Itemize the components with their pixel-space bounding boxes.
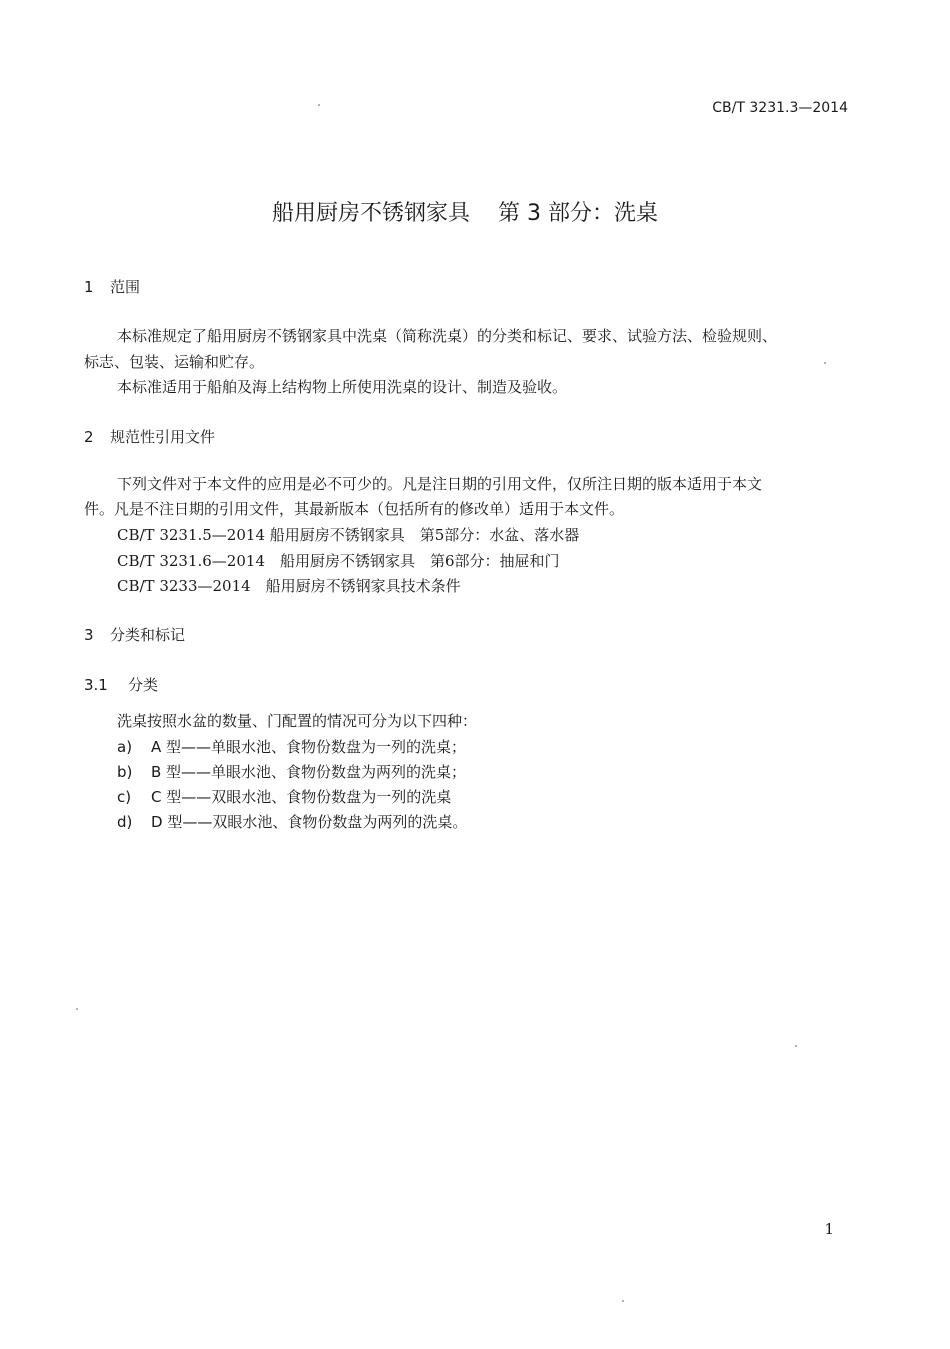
section-title: 分类和标记	[110, 626, 186, 644]
reference-item: CB/T 3231.6—2014 船用厨房不锈钢家具 第6部分：抽屉和门	[117, 552, 560, 570]
list-marker: d)	[117, 813, 133, 831]
list-text: D 型——双眼水池、食物份数盘为两列的洗桌。	[151, 813, 468, 831]
scope-paragraph-2: 本标准适用于船舶及海上结构物上所使用洗桌的设计、制造及验收。	[117, 378, 568, 396]
scan-speck	[622, 1300, 624, 1302]
section-title: 规范性引用文件	[110, 428, 216, 446]
scan-speck	[318, 104, 320, 106]
subsection-title: 分类	[128, 676, 159, 694]
list-item	[117, 786, 451, 807]
document-title	[0, 196, 930, 227]
reference-item: CB/T 3233—2014 船用厨房不锈钢家具技术条件	[117, 577, 461, 595]
list-text: B 型——单眼水池、食物份数盘为两列的洗桌；	[151, 763, 467, 781]
standard-number: CB/T 3231.3—2014	[712, 100, 848, 116]
section-2-heading	[84, 426, 215, 447]
section-3-heading	[84, 624, 185, 645]
subsection-3-1-heading	[84, 674, 158, 695]
section-1-heading	[84, 276, 140, 297]
list-item	[117, 761, 466, 782]
section-number: 3	[84, 626, 94, 644]
scope-paragraph-line-1: 本标准规定了船用厨房不锈钢家具中洗桌（简称洗桌）的分类和标记、要求、试验方法、检验规则、	[117, 327, 778, 345]
page-number: 1	[824, 1220, 834, 1238]
scan-speck	[824, 362, 826, 364]
references-intro-line-1: 下列文件对于本文件的应用是必不可少的。凡是注日期的引用文件，仅所注日期的版本适用于本文	[117, 475, 763, 493]
list-item	[117, 736, 466, 757]
scan-speck	[795, 1045, 797, 1047]
subsection-number: 3.1	[84, 676, 108, 694]
reference-item: CB/T 3231.5—2014 船用厨房不锈钢家具 第5部分：水盆、落水器	[117, 526, 580, 544]
classification-intro: 洗桌按照水盆的数量、门配置的情况可分为以下四种：	[117, 712, 478, 730]
title-part: 第 3 部分：洗桌	[498, 201, 658, 226]
section-title: 范围	[110, 278, 141, 296]
section-number: 1	[84, 278, 94, 296]
title-main: 船用厨房不锈钢家具	[272, 201, 471, 226]
references-intro-line-2: 件。凡是不注日期的引用文件，其最新版本（包括所有的修改单）适用于本文件。	[84, 500, 625, 518]
list-marker: b)	[117, 763, 133, 781]
list-text: C 型——双眼水池、食物份数盘为一列的洗桌	[151, 788, 452, 806]
list-item	[117, 811, 467, 832]
list-text: A 型——单眼水池、食物份数盘为一列的洗桌；	[151, 738, 467, 756]
list-marker: a)	[117, 738, 133, 756]
scope-paragraph-line-2: 标志、包装、运输和贮存。	[84, 353, 265, 371]
list-marker: c)	[117, 788, 132, 806]
section-number: 2	[84, 428, 94, 446]
scan-speck	[76, 1008, 78, 1010]
